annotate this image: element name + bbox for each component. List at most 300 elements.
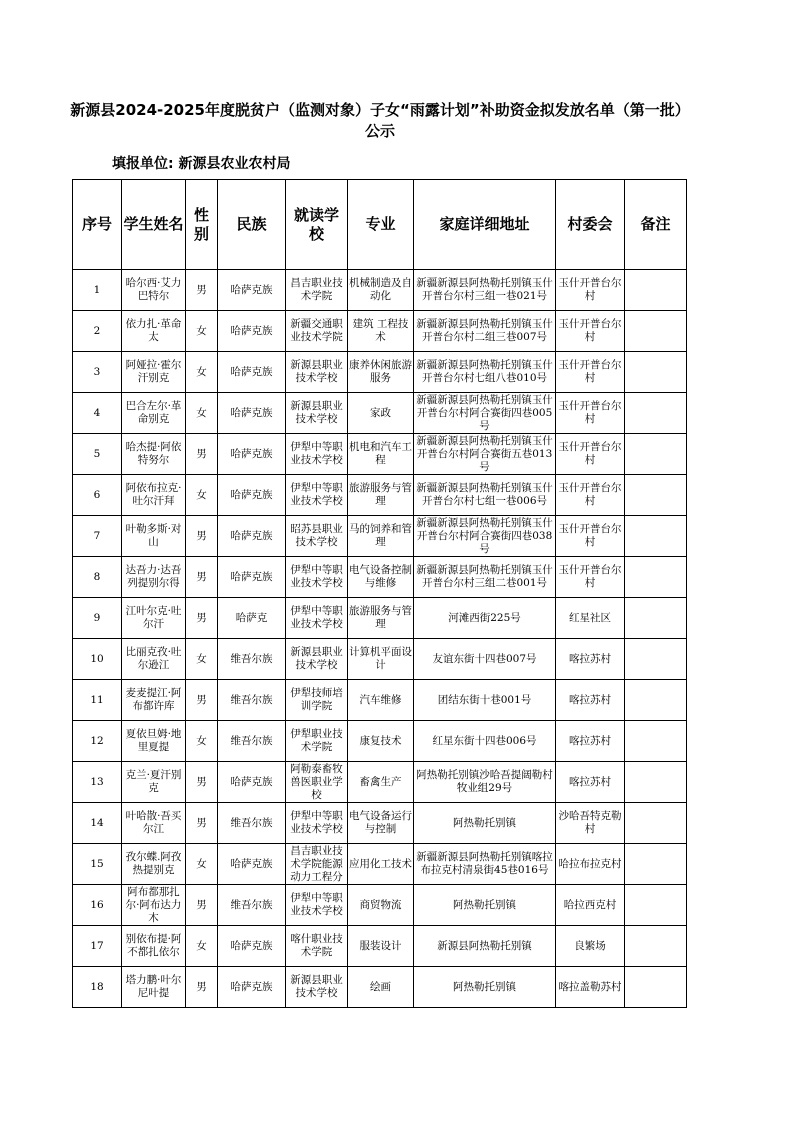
row-no-cell	[73, 393, 122, 434]
ethnicity-cell	[218, 516, 286, 557]
ethnicity: 维吾尔族	[230, 816, 273, 829]
student-name-cell	[122, 721, 186, 762]
gender-cell	[186, 721, 218, 762]
village-committee-cell	[556, 803, 625, 844]
home-address: 新疆新源县阿热勒托别镇玉什开普台尔村阿合赛街五巷013号	[416, 434, 553, 473]
student-name: 孜尔蝶.阿孜热提别克	[125, 851, 182, 876]
ethnicity-cell	[218, 352, 286, 393]
gender: 女	[196, 406, 207, 419]
home-address-cell	[414, 844, 556, 885]
home-address: 友谊东街十四巷007号	[432, 652, 537, 665]
ethnicity-cell	[218, 885, 286, 926]
school-cell	[286, 270, 348, 311]
student-name-cell	[122, 844, 186, 885]
major-cell	[348, 926, 414, 967]
ethnicity-cell	[218, 557, 286, 598]
school: 伊犁中等职业技术学校	[290, 810, 343, 835]
reporting-unit: 填报单位: 新源县农业农村局	[112, 156, 291, 172]
home-address: 新疆新源县阿热勒托别镇玉什开普台尔村二组三巷007号	[416, 318, 553, 343]
ethnicity-cell	[218, 926, 286, 967]
ethnicity: 维吾尔族	[230, 652, 273, 665]
school-cell	[286, 967, 348, 1008]
student-name-cell	[122, 475, 186, 516]
village-committee: 沙哈吾特克勒村	[558, 810, 622, 835]
table-row	[73, 311, 687, 352]
village-committee: 哈拉西克村	[563, 898, 617, 911]
header-gender: 性别	[186, 180, 218, 270]
header-village: 村委会	[556, 180, 625, 270]
ethnicity-cell	[218, 803, 286, 844]
row-no-cell	[73, 270, 122, 311]
ethnicity-cell	[218, 639, 286, 680]
note-cell	[625, 475, 687, 516]
row-no: 2	[93, 324, 101, 337]
row-no: 1	[93, 283, 101, 296]
gender: 女	[196, 652, 207, 665]
gender-cell	[186, 639, 218, 680]
major: 康复技术	[359, 734, 402, 747]
village-committee: 玉什开普台尔村	[558, 523, 622, 548]
header-row	[73, 180, 687, 270]
ethnicity: 哈萨克族	[230, 324, 273, 337]
row-no-cell	[73, 598, 122, 639]
gender: 男	[196, 529, 207, 542]
gender-cell	[186, 557, 218, 598]
gender: 男	[196, 980, 207, 993]
home-address: 新疆新源县阿热勒托别镇喀拉布拉克村清泉街45巷016号	[416, 851, 553, 876]
row-no-cell	[73, 557, 122, 598]
major: 旅游服务与管理	[349, 605, 412, 630]
header-name: 学生姓名	[122, 180, 186, 270]
table-row	[73, 762, 687, 803]
village-committee-cell	[556, 393, 625, 434]
major-cell	[348, 270, 414, 311]
major-cell	[348, 311, 414, 352]
row-no: 17	[90, 939, 104, 952]
student-name: 巴合左尔·革命别克	[125, 400, 182, 425]
student-name: 夏依旦姆·地里夏提	[125, 728, 182, 753]
village-committee-cell	[556, 844, 625, 885]
table-row	[73, 967, 687, 1008]
school-cell	[286, 680, 348, 721]
ethnicity: 哈萨克族	[230, 775, 273, 788]
table-row	[73, 475, 687, 516]
note-cell	[625, 352, 687, 393]
row-no: 13	[90, 775, 104, 788]
school-cell	[286, 844, 348, 885]
village-committee-cell	[556, 639, 625, 680]
village-committee-cell	[556, 967, 625, 1008]
major-cell	[348, 516, 414, 557]
note-cell	[625, 803, 687, 844]
major: 绘画	[370, 980, 391, 993]
note-cell	[625, 721, 687, 762]
ethnicity: 维吾尔族	[230, 734, 273, 747]
note-cell	[625, 967, 687, 1008]
row-no: 6	[93, 488, 101, 501]
village-committee: 玉什开普台尔村	[558, 359, 622, 384]
student-name: 比丽克孜·吐尔逊江	[125, 646, 182, 671]
school: 新源县职业技术学校	[290, 646, 343, 671]
note-cell	[625, 844, 687, 885]
table-row	[73, 598, 687, 639]
table-row	[73, 721, 687, 762]
ethnicity-cell	[218, 967, 286, 1008]
gender-cell	[186, 680, 218, 721]
major: 畜禽生产	[359, 775, 402, 788]
village-committee-cell	[556, 598, 625, 639]
ethnicity: 哈萨克族	[230, 406, 273, 419]
major: 电气设备控制与维修	[349, 564, 412, 589]
note-cell	[625, 598, 687, 639]
major-cell	[348, 721, 414, 762]
header-major: 专业	[348, 180, 414, 270]
home-address-cell	[414, 967, 556, 1008]
gender-cell	[186, 311, 218, 352]
village-committee: 玉什开普台尔村	[558, 564, 622, 589]
major-cell	[348, 352, 414, 393]
table-row	[73, 844, 687, 885]
school: 昌吉职业技术学院	[290, 277, 343, 302]
village-committee-cell	[556, 352, 625, 393]
village-committee-cell	[556, 721, 625, 762]
gender-cell	[186, 926, 218, 967]
ethnicity: 哈萨克族	[230, 283, 273, 296]
school: 阿勒泰畜牧兽医职业学校	[290, 762, 343, 801]
gender: 男	[196, 570, 207, 583]
village-committee: 喀拉苏村	[569, 652, 611, 665]
ethnicity-cell	[218, 311, 286, 352]
home-address-cell	[414, 926, 556, 967]
ethnicity-cell	[218, 844, 286, 885]
ethnicity: 哈萨克族	[230, 570, 273, 583]
student-name-cell	[122, 516, 186, 557]
row-no: 3	[93, 365, 101, 378]
ethnicity-cell	[218, 270, 286, 311]
row-no-cell	[73, 803, 122, 844]
ethnicity-cell	[218, 680, 286, 721]
school-cell	[286, 516, 348, 557]
ethnicity: 哈萨克族	[230, 939, 273, 952]
school: 伊犁中等职业技术学校	[290, 605, 343, 630]
ethnicity: 维吾尔族	[230, 693, 273, 706]
row-no: 12	[90, 734, 104, 747]
school-cell	[286, 475, 348, 516]
school-cell	[286, 434, 348, 475]
home-address: 阿热勒托别镇	[453, 816, 516, 829]
home-address-cell	[414, 803, 556, 844]
village-committee-cell	[556, 434, 625, 475]
gender: 男	[196, 898, 207, 911]
school: 伊犁技师培训学院	[290, 687, 343, 712]
village-committee-cell	[556, 926, 625, 967]
home-address-cell	[414, 393, 556, 434]
gender: 女	[196, 365, 207, 378]
ethnicity-cell	[218, 434, 286, 475]
row-no-cell	[73, 967, 122, 1008]
row-no: 11	[90, 693, 104, 706]
village-committee: 良繁场	[574, 939, 606, 952]
header-note: 备注	[625, 180, 687, 270]
major-cell	[348, 434, 414, 475]
home-address-cell	[414, 598, 556, 639]
student-name-cell	[122, 803, 186, 844]
school-cell	[286, 557, 348, 598]
student-name-cell	[122, 598, 186, 639]
major: 机械制造及自动化	[349, 277, 412, 302]
row-no-cell	[73, 844, 122, 885]
major-cell	[348, 762, 414, 803]
student-name-cell	[122, 434, 186, 475]
gender: 男	[196, 816, 207, 829]
village-committee: 红星社区	[569, 611, 611, 624]
ethnicity: 哈萨克族	[230, 529, 273, 542]
village-committee: 喀拉苏村	[569, 693, 611, 706]
village-committee-cell	[556, 516, 625, 557]
row-no-cell	[73, 885, 122, 926]
student-name-cell	[122, 557, 186, 598]
gender-cell	[186, 434, 218, 475]
home-address: 阿热勒托别镇沙哈吾提阔勒村牧业组29号	[416, 769, 553, 794]
student-name-cell	[122, 762, 186, 803]
note-cell	[625, 557, 687, 598]
row-no-cell	[73, 639, 122, 680]
note-cell	[625, 926, 687, 967]
student-name-cell	[122, 639, 186, 680]
gender: 男	[196, 283, 207, 296]
home-address: 红星东街十四巷006号	[432, 734, 537, 747]
student-name-cell	[122, 926, 186, 967]
village-committee: 喀拉盖勒苏村	[558, 980, 622, 993]
header-ethnicity: 民族	[218, 180, 286, 270]
school: 新源县职业技术学校	[290, 974, 343, 999]
village-committee-cell	[556, 311, 625, 352]
note-cell	[625, 762, 687, 803]
table-row	[73, 926, 687, 967]
school-cell	[286, 311, 348, 352]
school-cell	[286, 762, 348, 803]
village-committee: 哈拉布拉克村	[558, 857, 622, 870]
row-no-cell	[73, 516, 122, 557]
major: 服装设计	[359, 939, 402, 952]
major: 康养休闲旅游服务	[349, 359, 412, 384]
village-committee: 玉什开普台尔村	[558, 400, 622, 425]
home-address: 新疆新源县阿热勒托别镇玉什开普台尔村阿合赛街四巷038号	[416, 516, 553, 555]
school-cell	[286, 721, 348, 762]
home-address-cell	[414, 270, 556, 311]
note-cell	[625, 311, 687, 352]
student-name: 阿娅拉·霍尔汗别克	[125, 359, 182, 384]
roster-table	[72, 179, 687, 1008]
home-address-cell	[414, 557, 556, 598]
row-no-cell	[73, 762, 122, 803]
major-cell	[348, 680, 414, 721]
student-name: 麦麦提江·阿布都许库	[125, 687, 182, 712]
major: 应用化工技术	[349, 857, 412, 870]
village-committee: 玉什开普台尔村	[558, 318, 622, 343]
village-committee-cell	[556, 680, 625, 721]
gender-cell	[186, 885, 218, 926]
gender: 女	[196, 734, 207, 747]
student-name-cell	[122, 885, 186, 926]
school: 新源县职业技术学校	[290, 359, 343, 384]
row-no: 14	[90, 816, 104, 829]
school: 新疆交通职业技术学院	[290, 318, 343, 343]
major: 家政	[370, 406, 391, 419]
table-row	[73, 885, 687, 926]
note-cell	[625, 434, 687, 475]
major: 机电和汽车工程	[349, 441, 412, 466]
gender-cell	[186, 352, 218, 393]
student-name: 哈尔西·艾力巴特尔	[125, 277, 182, 302]
ethnicity-cell	[218, 721, 286, 762]
village-committee-cell	[556, 557, 625, 598]
student-name: 克兰·夏汗别克	[125, 769, 182, 794]
row-no: 10	[90, 652, 104, 665]
student-name: 叶勒多斯·对山	[125, 523, 182, 548]
village-committee-cell	[556, 475, 625, 516]
student-name: 阿依布拉克·吐尔汗拜	[125, 482, 182, 507]
ethnicity: 哈萨克族	[230, 857, 273, 870]
table-row	[73, 680, 687, 721]
student-name: 塔力鹏·叶尔尼叶提	[125, 974, 182, 999]
table-row	[73, 434, 687, 475]
major-cell	[348, 598, 414, 639]
school-cell	[286, 885, 348, 926]
home-address: 新疆新源县阿热勒托别镇玉什开普台尔村三组一巷021号	[416, 277, 553, 302]
student-name: 江叶尔克·吐尔汗	[125, 605, 182, 630]
village-committee: 玉什开普台尔村	[558, 277, 622, 302]
home-address-cell	[414, 680, 556, 721]
school-cell	[286, 598, 348, 639]
gender-cell	[186, 516, 218, 557]
row-no-cell	[73, 721, 122, 762]
ethnicity-cell	[218, 393, 286, 434]
school: 伊犁中等职业技术学校	[290, 564, 343, 589]
gender-cell	[186, 967, 218, 1008]
major: 建筑 工程技术	[352, 318, 409, 343]
student-name-cell	[122, 680, 186, 721]
note-cell	[625, 393, 687, 434]
home-address-cell	[414, 721, 556, 762]
student-name: 别依布提·阿不都扎依尔	[125, 933, 182, 958]
village-committee: 玉什开普台尔村	[558, 441, 622, 466]
ethnicity-cell	[218, 475, 286, 516]
home-address: 团结东街十巷001号	[437, 693, 532, 706]
home-address: 阿热勒托别镇	[453, 980, 516, 993]
student-name-cell	[122, 967, 186, 1008]
table-row	[73, 393, 687, 434]
table-row	[73, 803, 687, 844]
row-no-cell	[73, 926, 122, 967]
home-address: 新源县阿热勒托别镇	[437, 939, 532, 952]
gender: 女	[196, 857, 207, 870]
home-address: 河滩西街225号	[448, 611, 521, 624]
note-cell	[625, 516, 687, 557]
home-address-cell	[414, 434, 556, 475]
school: 伊犁职业技术学院	[290, 728, 343, 753]
major-cell	[348, 639, 414, 680]
school-cell	[286, 352, 348, 393]
school-cell	[286, 926, 348, 967]
major: 汽车维修	[359, 693, 402, 706]
student-name-cell	[122, 311, 186, 352]
school: 新源县职业技术学校	[290, 400, 343, 425]
home-address-cell	[414, 639, 556, 680]
table-row	[73, 639, 687, 680]
ethnicity: 哈萨克	[235, 611, 268, 624]
school: 昌吉职业技术学院能源动力工程分	[290, 844, 343, 883]
major-cell	[348, 967, 414, 1008]
table-body	[73, 270, 687, 1008]
school: 喀什职业技术学院	[290, 933, 343, 958]
home-address: 新疆新源县阿热勒托别镇玉什开普台尔村七组一巷006号	[416, 482, 553, 507]
row-no: 9	[93, 611, 101, 624]
school: 昭苏县职业技术学校	[290, 523, 343, 548]
gender: 男	[196, 611, 207, 624]
gender-cell	[186, 270, 218, 311]
ethnicity: 维吾尔族	[230, 898, 273, 911]
gender-cell	[186, 803, 218, 844]
major-cell	[348, 844, 414, 885]
row-no-cell	[73, 311, 122, 352]
gender: 女	[196, 324, 207, 337]
student-name: 阿布都那扎尔·阿布达力木	[125, 885, 182, 924]
ethnicity-cell	[218, 762, 286, 803]
home-address-cell	[414, 311, 556, 352]
major: 电气设备运行与控制	[349, 810, 412, 835]
row-no-cell	[73, 352, 122, 393]
major-cell	[348, 803, 414, 844]
gender: 女	[196, 488, 207, 501]
gender: 男	[196, 775, 207, 788]
home-address-cell	[414, 885, 556, 926]
major-cell	[348, 885, 414, 926]
student-name: 哈杰提·阿依特努尔	[125, 441, 182, 466]
note-cell	[625, 270, 687, 311]
table-row	[73, 270, 687, 311]
table-row	[73, 557, 687, 598]
home-address-cell	[414, 475, 556, 516]
header-address: 家庭详细地址	[414, 180, 556, 270]
row-no: 4	[93, 406, 101, 419]
row-no: 18	[90, 980, 104, 993]
document-title: 新源县2024-2025年度脱贫户（监测对象）子女“雨露计划”补助资金拟发放名单（第一批）公示	[70, 101, 690, 140]
row-no-cell	[73, 434, 122, 475]
school: 伊犁中等职业技术学校	[290, 892, 343, 917]
school-cell	[286, 639, 348, 680]
row-no-cell	[73, 680, 122, 721]
village-committee: 喀拉苏村	[569, 775, 611, 788]
home-address-cell	[414, 352, 556, 393]
major: 计算机平面设计	[349, 646, 412, 671]
gender: 男	[196, 447, 207, 460]
row-no-cell	[73, 475, 122, 516]
ethnicity: 哈萨克族	[230, 488, 273, 501]
row-no: 8	[93, 570, 101, 583]
note-cell	[625, 885, 687, 926]
gender: 女	[196, 939, 207, 952]
student-name: 达吾力·达吾列提别尔得	[125, 564, 182, 589]
ethnicity-cell	[218, 598, 286, 639]
row-no: 5	[93, 447, 101, 460]
village-committee-cell	[556, 270, 625, 311]
home-address: 新疆新源县阿热勒托别镇玉什开普台尔村三组二巷001号	[416, 564, 553, 589]
school: 伊犁中等职业技术学校	[290, 482, 343, 507]
major: 旅游服务与管理	[349, 482, 412, 507]
gender-cell	[186, 762, 218, 803]
gender-cell	[186, 598, 218, 639]
